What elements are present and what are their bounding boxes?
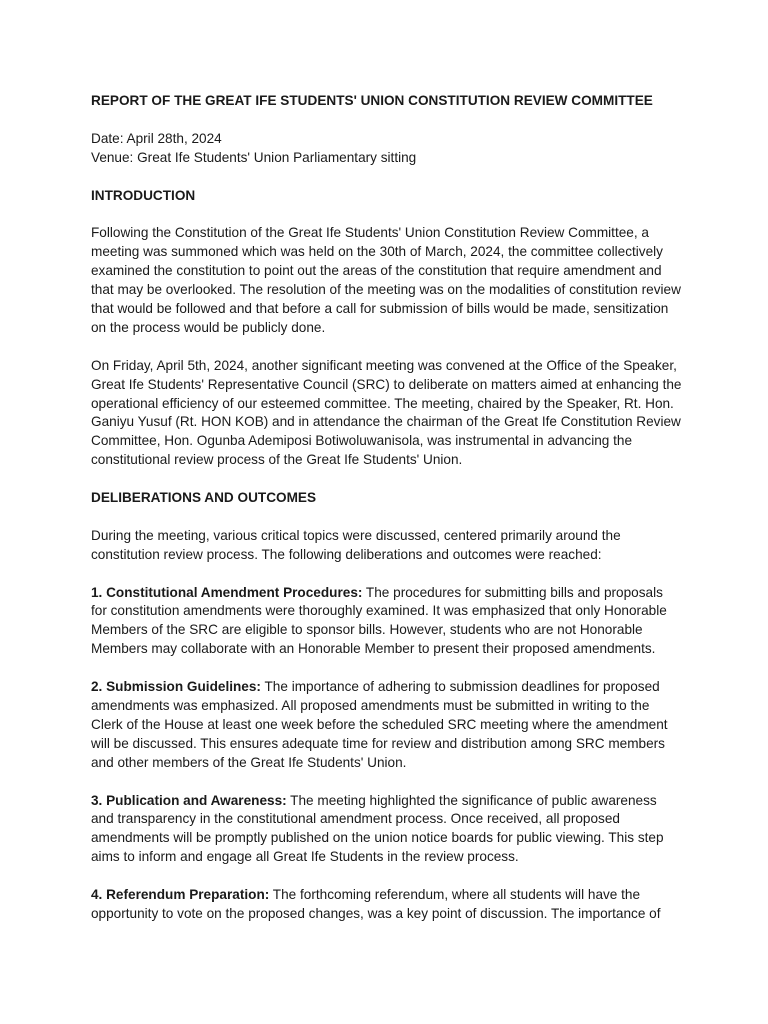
meeting-date: Date: April 28th, 2024 bbox=[91, 130, 222, 146]
deliberation-item-3-text: The meeting highlighted the significance of public awareness and transparency in the constitutional amendment process. Once received, all proposed amendments will be promptly published on the union notice boards for public viewing. This step aims to inform and engage all Great Ife Students in the review process. bbox=[91, 792, 664, 865]
deliberation-item-2-text: The importance of adhering to submission deadlines for proposed amendments was emphasized. All proposed amendments must be submitted in writing to the Clerk of the House at least one week before the scheduled SRC meeting where the amendment will be discussed. This ensures adequate time for review and distribution among SRC members and other members of the Great Ife Students' Union. bbox=[91, 679, 668, 770]
introduction-heading: INTRODUCTION bbox=[91, 187, 196, 203]
deliberation-item-4-label: 4. Referendum Preparation: bbox=[91, 887, 270, 903]
deliberations-heading: DELIBERATIONS AND OUTCOMES bbox=[91, 490, 317, 506]
deliberation-item-1-label: 1. Constitutional Amendment Procedures: bbox=[91, 584, 363, 600]
introduction-paragraph-2: On Friday, April 5th, 2024, another significant meeting was convened at the Office of the Speaker, Great Ife Students' Representative Council (SRC) to deliberate on matters aimed at enhancing the operational efficiency of our esteemed committee. The meeting, chaired by the Speaker, Rt. Hon. Ganiyu Yusuf (Rt. HON KOB) and in attendance the chairman of the Great Ife Constitution Review Committee, Hon. Ogunba Ademiposi Botiwoluwanisola, was instrumental in advancing the constitutional review process of the Great Ife Students' Union. bbox=[91, 357, 682, 468]
deliberations-intro: During the meeting, various critical topics were discussed, centered primarily around the constitution review process. The following deliberations and outcomes were reached: bbox=[91, 527, 621, 562]
deliberation-item-4-text: The forthcoming referendum, where all students will have the opportunity to vote on the proposed changes, was a key point of discussion. The importance of bbox=[91, 887, 661, 921]
deliberation-item-3 bbox=[91, 792, 682, 868]
deliberation-item-1-text: The procedures for submitting bills and proposals for constitution amendments were thoroughly examined. It was emphasized that only Honorable Members of the SRC are eligible to sponsor bills. However, students who are not Honorable Members may collaborate with an Honorable Member to present their proposed amendments. bbox=[91, 584, 667, 657]
deliberation-item-2-label: 2. Submission Guidelines: bbox=[91, 679, 261, 695]
deliberation-item-3-label: 3. Publication and Awareness: bbox=[91, 792, 287, 808]
introduction-paragraph-1: Following the Constitution of the Great Ife Students' Union Constitution Review Committee, a meeting was summoned which was held on the 30th of March, 2024, the committee collectively examined the constitution to point out the areas of the constitution that require amendment and that may be overlooked. The resolution of the meeting was on the modalities of constitution review that would be followed and that before a call for submission of bills would be made, sensitization on the process would be publicly done. bbox=[91, 225, 681, 335]
document-title: REPORT OF THE GREAT IFE STUDENTS' UNION CONSTITUTION REVIEW COMMITTEE bbox=[91, 93, 653, 108]
deliberation-item-4 bbox=[91, 886, 682, 924]
deliberation-item-2 bbox=[91, 678, 682, 773]
meeting-venue: Venue: Great Ife Students' Union Parliamentary sitting bbox=[91, 149, 417, 165]
meeting-meta bbox=[91, 130, 682, 168]
deliberation-item-1 bbox=[91, 584, 682, 660]
